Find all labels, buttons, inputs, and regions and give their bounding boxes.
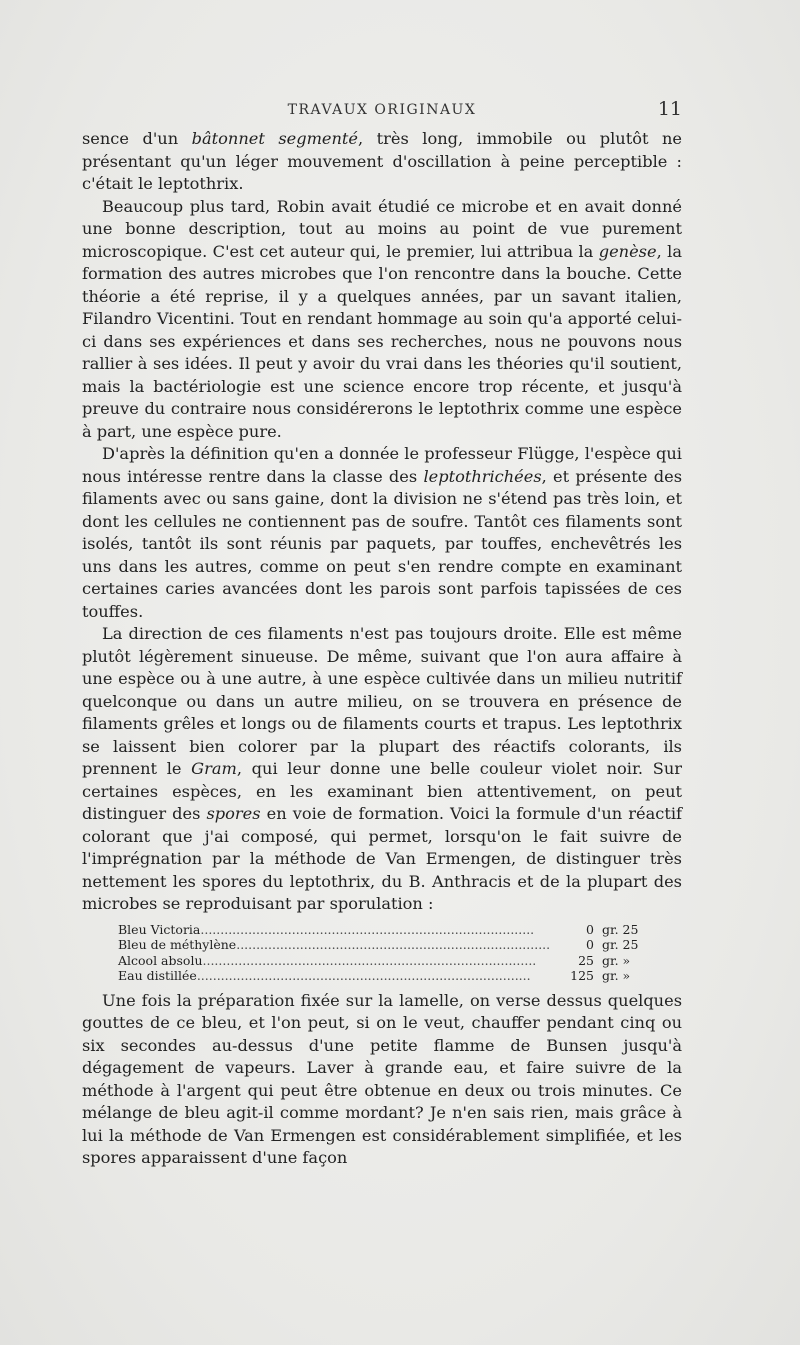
paragraph-4-text-b: , qui leur donne une belle couleur violet noir. Sur certaines espèces, en les examinant bien attentivement, on peut distinguer des <box>82 759 682 823</box>
paragraph-2-text-b: , la formation des autres microbes que l'on rencontre dans la bouche. Cette théorie a été reprise, il y a quelques années, par un savant italien, Filandro Vicentini. Tout en rendant hommage au soin qu'a apporté celui-ci dans ses expériences et dans ses recherches, nous ne pouvons nous rallier à ses idées. Il peut y avoir du vrai dans les théories qu'il soutient, mais la bactériologie est une science encore trop récente, et jusqu'à preuve du contraire nous considérerons le leptothrix comme une espèce à part, une espèce pure. <box>82 241 682 441</box>
recipe-table <box>118 922 654 984</box>
ingredient-name: Eau distillée <box>118 968 197 983</box>
body-text <box>82 128 682 1170</box>
dot-leader <box>197 968 550 984</box>
paragraph-3 <box>82 443 682 623</box>
recipe-row <box>118 922 654 938</box>
recipe-row <box>118 968 654 984</box>
ingredient-quantity: 125 <box>570 968 594 983</box>
paragraph-2-italic: genèse <box>598 241 657 261</box>
paragraph-4 <box>82 623 682 916</box>
paragraph-3-text-b: , et présente des filaments avec ou sans gaine, dont la division ne s'étend pas très loin, et dont les cellules ne contiennent pas de soufre. Tantôt ces filaments sont isolés, tantôt ils sont réunis par paquets, par touffes, enchevêtrés les uns dans les autres, comme on peut s'en rendre compte en examinant certaines caries avancées dont les parois sont parfois tapissées de ces touffes. <box>82 466 682 621</box>
ingredient-unit: gr. 25 <box>602 921 639 937</box>
paragraph-4-italic-spores: spores <box>206 804 261 823</box>
paragraph-2-text-a: Beaucoup plus tard, Robin avait étudié ce microbe et en avait donné une bonne description, tout au moins au point de vue purement microscopique. C'est cet auteur qui, le premier, lui attribua la <box>82 196 682 261</box>
paragraph-2 <box>82 196 682 444</box>
paragraph-4-text-c: en voie de formation. Voici la formule d'un réactif colorant que j'ai composé, qui permet, lorsqu'on le fait suivre de l'imprégnation par la méthode de Van Ermengen, de distinguer très nettement les spores du leptothrix, du B. Anthracis et de la plupart des microbes se reproduisant par sporulation : <box>82 804 682 913</box>
ingredient-unit: gr. 25 <box>602 937 639 952</box>
recipe-row <box>118 953 654 969</box>
paragraph-3-italic: leptothrichées <box>423 466 542 486</box>
ingredient-name: Alcool absolu <box>118 952 203 968</box>
ingredient-name: Bleu Victoria <box>118 921 201 937</box>
ingredient-quantity: 25 <box>578 952 594 968</box>
ingredient-quantity: 0 <box>586 937 594 952</box>
dot-leader <box>236 937 550 953</box>
paragraph-3-text-a: D'après la définition qu'en a donnée le professeur Flügge, l'espèce qui nous intéresse rentre dans la classe des <box>82 444 682 486</box>
paragraph-4-text-a: La direction de ces filaments n'est pas toujours droite. Elle est même plutôt légèrement sinueuse. De même, suivant que l'on aura affaire à une espèce ou à une autre, à une espèce cultivée dans un milieu nutritif quelconque ou dans un autre milieu, on se trouvera en présence de filaments grêles et longs ou de filaments courts et trapus. Les leptothrix se laissent bien colorer par la plupart des réactifs colorants, ils prennent le <box>82 624 682 778</box>
paragraph-5: Une fois la préparation fixée sur la lamelle, on verse dessus quelques gouttes de ce bleu, et l'on peut, si on le veut, chauffer pendant cinq ou six secondes au-dessus d'une petite flamme de Bunsen jusqu'à dégagement de vapeurs. Laver à grande eau, et faire suivre de la méthode à l'argent qui peut être obtenue en deux ou trois minutes. Ce mélange de bleu agit-il comme mordant? Je n'en sais rien, mais grâce à lui la méthode de Van Ermengen est considérablement simplifiée, et les spores apparaissent d'une façon <box>82 990 682 1167</box>
page-number: 11 <box>657 98 682 120</box>
dot-leader <box>203 953 551 969</box>
ingredient-name: Bleu de méthylène <box>118 937 237 952</box>
paragraph-4-italic-gram: Gram <box>191 759 237 778</box>
ingredient-unit: gr. » <box>602 952 631 968</box>
dot-leader <box>200 922 550 938</box>
recipe-row <box>118 937 654 953</box>
ingredient-unit: gr. » <box>602 968 631 983</box>
running-title: TRAVAUX ORIGINAUX <box>287 102 477 118</box>
ingredient-quantity: 0 <box>586 921 594 937</box>
paragraph-1-text-b: , très long, immobile ou plutôt ne présentant qu'un léger mouvement d'oscillation à peine perceptible : c'était le leptothrix. <box>82 129 682 193</box>
paragraph-1 <box>82 128 682 196</box>
paragraph-1-text-a: sence d'un <box>82 129 192 148</box>
page-header <box>82 98 682 126</box>
paragraph-1-italic: bâtonnet segmenté <box>191 129 359 148</box>
